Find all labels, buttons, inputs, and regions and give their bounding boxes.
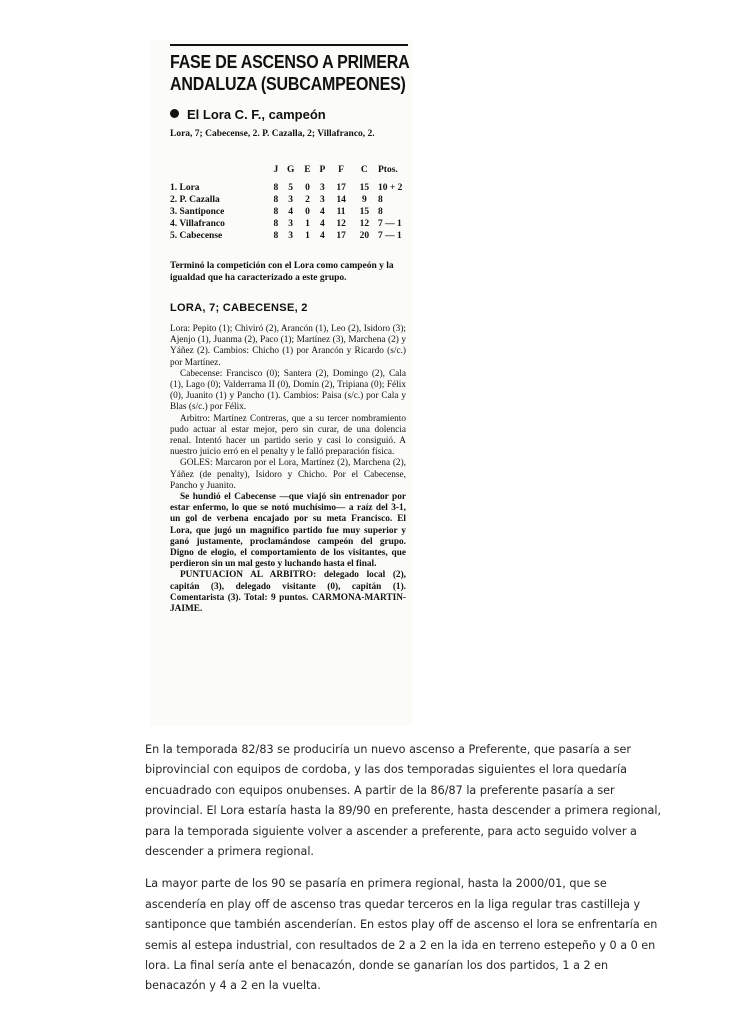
table-row bbox=[170, 194, 410, 206]
cell: 8 bbox=[378, 207, 383, 217]
commentary-paragraph: Se hundió el Cabecense —que viajó sin entrenador por estar enfermo, lo que se notó muchísimo— a raíz del 3-1, un gol de verbena encajado por su meta Francisco. El Lora, que jugó un magnífico partido fue muy superior y ganó justamente, proclamándose campeón del grupo. Digno de elogio, el comportamiento de los visitantes, que perdieron sin un mal gesto y luchando hasta el final. bbox=[170, 492, 406, 570]
competition-summary: Terminó la competición con el Lora como campeón y la igualdad que ha caracterizado a este grupo. bbox=[170, 261, 394, 283]
table-row bbox=[170, 230, 410, 242]
cell: 12 bbox=[359, 219, 370, 229]
cell: 12 bbox=[336, 219, 346, 229]
table-row bbox=[170, 218, 410, 230]
cell: 2 bbox=[305, 195, 310, 205]
cell: 3 bbox=[288, 231, 294, 241]
header-cell: E bbox=[304, 165, 311, 175]
cell: 15 bbox=[359, 183, 370, 193]
referee-paragraph: Arbitro: Martínez Contreras, que a su tercer nombramiento pudo actuar al estar mejor, pero sin curar, de una dolencia renal. Intentó hacer un partido serio y casi lo consiguió. A nuestro juicio erró en el penalty y le falló preparación física. bbox=[170, 413, 406, 458]
clipping-subhead bbox=[170, 107, 408, 122]
cell: 7 — 1 bbox=[378, 219, 402, 229]
lineup-cabecense: Cabecense: Francisco (0); Santera (2), Domingo (2), Cala (1), Lago (0); Valderrama II (0), Domín (2), Tripiana (0); Félix (0), Juanito (1) y Pancho (1). Cambios: Paisa (s/c.) por Cala y Blas (s/c.) por Félix. bbox=[170, 368, 406, 413]
cell: 3 bbox=[319, 195, 325, 205]
cell: 10 + 2 bbox=[378, 183, 403, 193]
cell: 1 bbox=[305, 219, 310, 229]
cell: 4 bbox=[319, 231, 325, 241]
goals-paragraph: GOLES: Marcaron por el Lora, Martínez (2), Marchena (2), Yáñez (de penalty), Isidoro y Chicho. Por el Cabecense, Pancho y Juanito. bbox=[170, 458, 406, 491]
standings-table bbox=[170, 164, 410, 242]
cell: 8 bbox=[273, 219, 279, 229]
team-name: 1. Lora bbox=[170, 183, 200, 193]
header-cell: F bbox=[338, 165, 344, 175]
cell: 0 bbox=[305, 183, 310, 193]
cell: 7 — 1 bbox=[378, 231, 402, 241]
cell: 0 bbox=[305, 207, 310, 217]
header-cell: P bbox=[319, 165, 326, 175]
top-rule bbox=[170, 44, 408, 46]
cell: 3 bbox=[319, 183, 325, 193]
referee-score-paragraph: PUNTUACION AL ARBITRO: delegado local (2), capitán (3), delegado visitante (0), capitán (1). Comentarista (3). Total: 9 puntos. CARMONA-MARTIN-JAIME. bbox=[170, 570, 406, 615]
history-paragraph: En la temporada 82/83 se produciría un nuevo ascenso a Preferente, que pasaría a ser biprovincial con equipos de cordoba, y las dos temporadas siguientes el lora quedaría encuadrado con equipos onubenses. A partir de la 86/87 la preferente pasaría a ser provincial. El Lora estaría hasta la 89/90 en preferente, hasta descender a primera regional, para la temporada siguiente volver a ascender a preferente, para acto seguido volver a descender a primera regional. bbox=[145, 743, 662, 859]
cell: 4 bbox=[319, 219, 325, 229]
cell: 8 bbox=[273, 195, 279, 205]
match-report bbox=[170, 324, 406, 615]
cell: 11 bbox=[336, 207, 346, 217]
table-row bbox=[170, 182, 410, 194]
cell: 14 bbox=[336, 195, 346, 205]
cell: 5 bbox=[288, 183, 294, 193]
subhead-text: El Lora C. F., campeón bbox=[187, 107, 326, 122]
cell: 4 bbox=[319, 207, 325, 217]
clipping-headline: FASE DE ASCENSO A PRIMERA ANDALUZA (SUBCAMPEONES) bbox=[170, 53, 409, 95]
cell: 17 bbox=[336, 231, 346, 241]
bullet-icon bbox=[170, 109, 179, 118]
cell: 8 bbox=[273, 183, 279, 193]
cell: 1 bbox=[305, 231, 310, 241]
cell: 8 bbox=[273, 231, 279, 241]
cell: 3 bbox=[288, 195, 294, 205]
header-cell: J bbox=[273, 165, 279, 175]
cell: 9 bbox=[361, 195, 367, 205]
team-name: 3. Santiponce bbox=[170, 207, 225, 217]
cell: 20 bbox=[359, 231, 370, 241]
cell: 15 bbox=[359, 207, 370, 217]
team-name: 5. Cabecense bbox=[170, 231, 223, 241]
lineup-lora: Lora: Pepito (1); Chiviró (2), Arancón (1), Leo (2), Isidoro (3); Ajenjo (1), Juanma (2), Paco (1); Martínez (3), Marchena (2) y Yáñez (2). Cambios: Chicho (1) por Arancón y Ricardo (s/c.) por Martínez. bbox=[170, 324, 406, 368]
header-cell: C bbox=[360, 165, 368, 175]
standings-header-row bbox=[170, 164, 410, 176]
header-cell: G bbox=[286, 165, 295, 175]
cell: 8 bbox=[378, 195, 383, 205]
match-results: Lora, 7; Cabecense, 2. P. Cazalla, 2; Villafranco, 2. bbox=[170, 129, 375, 139]
newspaper-clipping bbox=[150, 40, 412, 726]
header-cell: Ptos. bbox=[378, 165, 398, 175]
table-row bbox=[170, 206, 410, 218]
cell: 3 bbox=[288, 219, 294, 229]
cell: 4 bbox=[288, 207, 294, 217]
cell: 17 bbox=[336, 183, 346, 193]
history-text bbox=[145, 740, 670, 1009]
history-paragraph: La mayor parte de los 90 se pasaría en primera regional, hasta la 2000/01, que se ascendería en play off de ascenso tras quedar terceros en la liga regular tras castilleja y santiponce que también ascenderían. En estos play off de ascenso el lora se enfrentaría en semis al estepa industrial, con resultados de 2 a 2 en la ida en terreno estepeño y 0 a 0 en lora. La final sería ante el benacazón, donde se ganarían los dos partidos, 1 a 2 en benacazón y 4 a 2 en la vuelta. bbox=[145, 877, 658, 993]
cell: 8 bbox=[273, 207, 279, 217]
team-name: 2. P. Cazalla bbox=[170, 195, 220, 205]
match-title: LORA, 7; CABECENSE, 2 bbox=[170, 302, 308, 314]
team-name: 4. Villafranco bbox=[170, 219, 225, 229]
